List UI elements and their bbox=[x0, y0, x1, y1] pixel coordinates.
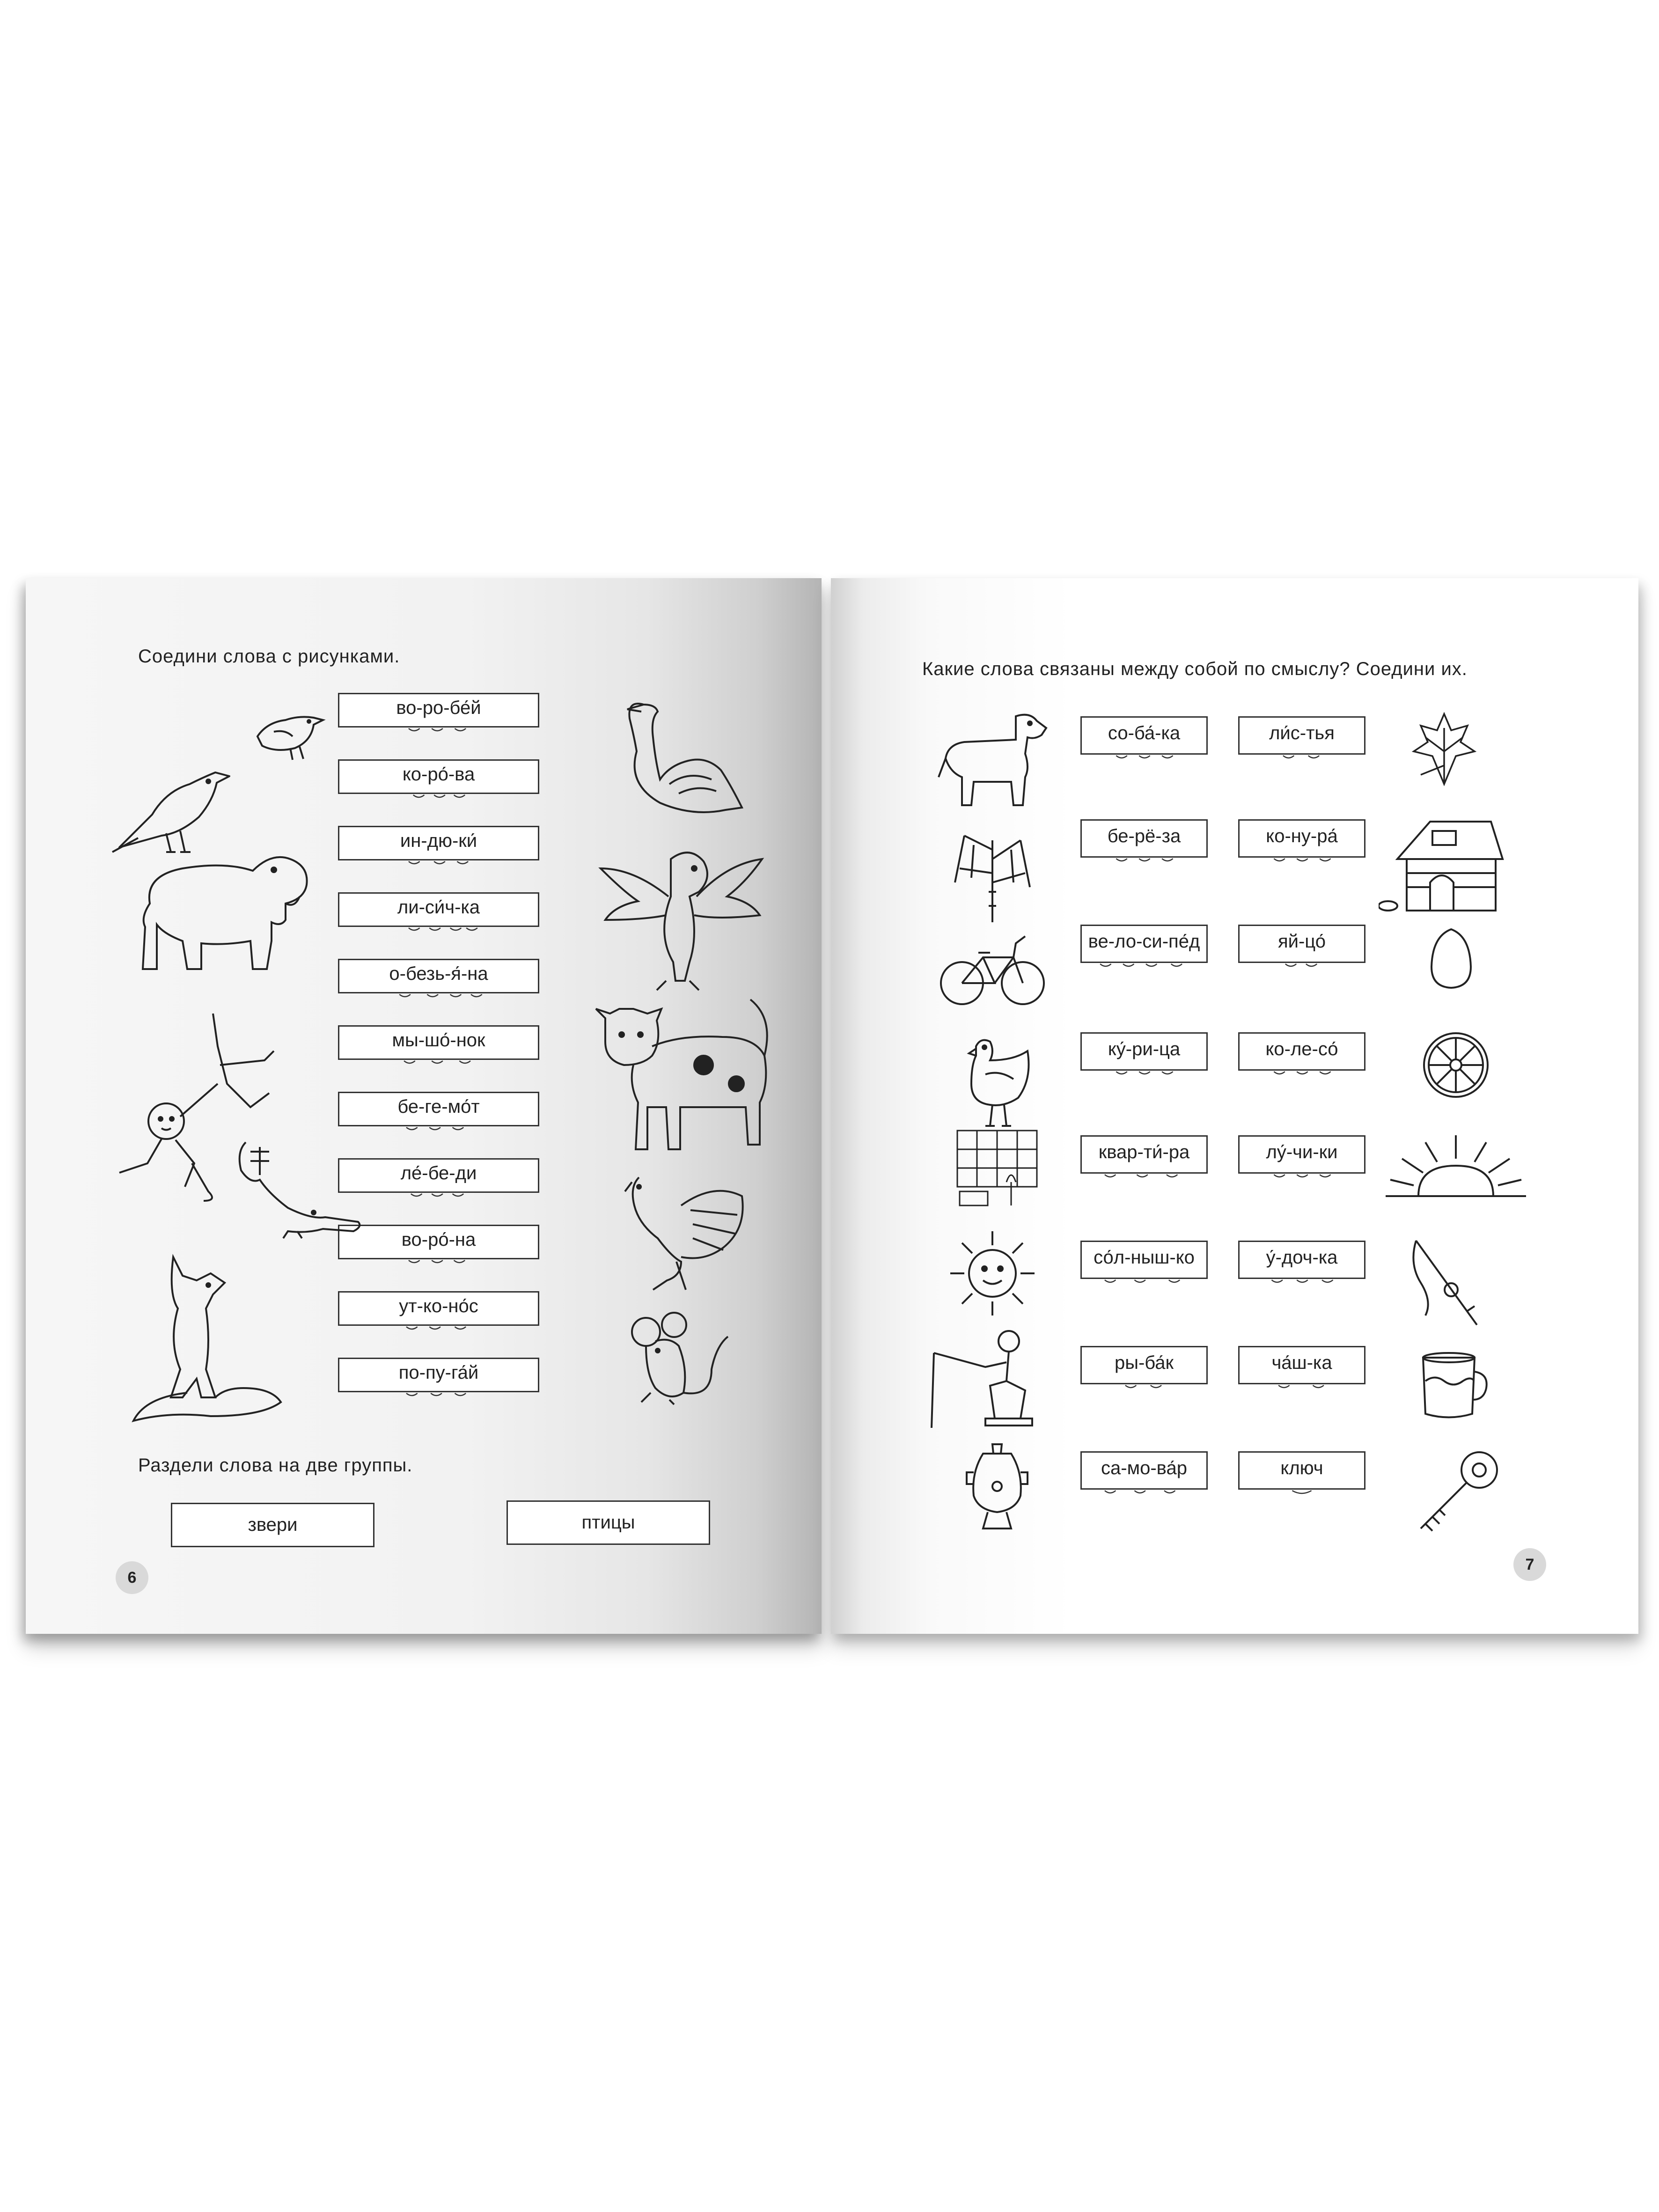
word-text: квар-ти́-ра bbox=[1098, 1141, 1190, 1162]
word-text: ли-си́ч-ка bbox=[397, 897, 480, 918]
word-box[interactable] bbox=[338, 826, 539, 860]
word-text: ли́с-тья bbox=[1269, 722, 1335, 743]
word-box[interactable] bbox=[338, 1291, 539, 1326]
syllable-marks bbox=[1240, 1268, 1364, 1274]
word-text: ве-ло-си-пе́д bbox=[1088, 931, 1200, 952]
sparrow-illustration bbox=[248, 704, 328, 764]
word-box[interactable] bbox=[1080, 819, 1208, 858]
bicycle-illustration bbox=[939, 929, 1046, 1009]
word-text: ле́-бе-ди bbox=[400, 1162, 477, 1183]
syllable-marks bbox=[339, 1182, 538, 1188]
word-text: ку́-ри-ца bbox=[1108, 1038, 1181, 1059]
fisherman-illustration bbox=[929, 1325, 1049, 1430]
syllable-marks bbox=[1082, 952, 1206, 958]
task2-instruction: Раздели слова на две группы. bbox=[138, 1455, 413, 1476]
word-text: яй-цо́ bbox=[1277, 931, 1326, 952]
word-box[interactable] bbox=[338, 959, 539, 993]
word-text: лу́-чи-ки bbox=[1266, 1141, 1338, 1162]
word-box[interactable] bbox=[338, 1358, 539, 1392]
word-text: бе-ге-мо́т bbox=[397, 1096, 480, 1117]
syllable-marks bbox=[339, 1382, 538, 1387]
word-text: ут-ко-но́с bbox=[399, 1295, 478, 1316]
apartment-illustration bbox=[950, 1126, 1044, 1210]
right-page bbox=[831, 578, 1638, 1634]
samovar-illustration bbox=[964, 1440, 1030, 1533]
group-box-animals[interactable] bbox=[171, 1503, 374, 1547]
word-box[interactable] bbox=[338, 693, 539, 728]
sunrise-illustration bbox=[1383, 1133, 1528, 1201]
key-illustration bbox=[1411, 1444, 1505, 1538]
syllable-marks bbox=[339, 783, 538, 789]
fox-illustration bbox=[131, 1248, 286, 1428]
syllable-marks bbox=[339, 717, 538, 722]
syllable-marks bbox=[339, 850, 538, 855]
left-instruction: Соедини слова с рисунками. bbox=[138, 646, 400, 667]
word-box[interactable] bbox=[1238, 819, 1365, 858]
word-text: ры-ба́к bbox=[1114, 1352, 1174, 1373]
syllable-marks bbox=[1082, 847, 1206, 852]
word-text: со-ба́-ка bbox=[1108, 722, 1181, 743]
doghouse-illustration bbox=[1379, 812, 1505, 920]
word-box[interactable] bbox=[1080, 1451, 1208, 1490]
syllable-marks bbox=[1240, 1374, 1364, 1379]
word-text: по-пу-га́й bbox=[398, 1362, 479, 1383]
group-box-birds[interactable] bbox=[507, 1500, 710, 1545]
dog-illustration bbox=[936, 707, 1053, 810]
word-text: у́-доч-ка bbox=[1266, 1247, 1338, 1268]
word-text: со́л-ныш-ко bbox=[1094, 1247, 1195, 1268]
platypus-illustration bbox=[232, 1133, 363, 1241]
syllable-marks bbox=[1082, 1374, 1206, 1379]
syllable-marks bbox=[339, 1116, 538, 1121]
syllable-marks bbox=[1240, 744, 1364, 750]
syllable-marks bbox=[1240, 847, 1364, 852]
cup-illustration bbox=[1414, 1348, 1489, 1423]
word-text: ча́ш-ка bbox=[1271, 1352, 1332, 1373]
parrot-illustration bbox=[596, 840, 767, 1002]
word-text: во-ро-бе́й bbox=[396, 697, 481, 718]
hen-illustration bbox=[957, 1032, 1032, 1131]
syllable-marks bbox=[339, 916, 538, 922]
egg-illustration bbox=[1428, 927, 1475, 990]
word-box[interactable] bbox=[1238, 716, 1365, 755]
word-text: ин-дю-ки́ bbox=[400, 830, 477, 851]
cow-illustration bbox=[587, 990, 778, 1163]
syllable-marks bbox=[1082, 1163, 1206, 1168]
word-text: ко-ну-ра́ bbox=[1266, 825, 1338, 846]
word-box[interactable] bbox=[338, 1225, 539, 1259]
right-instruction: Какие слова связаны между собой по смыслу? Соедини их. bbox=[922, 659, 1468, 679]
leaves-illustration bbox=[1407, 709, 1479, 789]
word-box[interactable] bbox=[338, 1025, 539, 1060]
syllable-marks bbox=[339, 1315, 538, 1321]
wheel-illustration bbox=[1421, 1030, 1491, 1100]
word-box[interactable] bbox=[1238, 1346, 1365, 1384]
page-number-right: 7 bbox=[1513, 1548, 1546, 1581]
birch-illustration bbox=[946, 822, 1039, 925]
word-text: во-ро́-на bbox=[401, 1229, 476, 1250]
syllable-marks bbox=[1240, 1060, 1364, 1066]
word-box[interactable] bbox=[1080, 716, 1208, 755]
word-box[interactable] bbox=[338, 1158, 539, 1193]
word-box[interactable] bbox=[1080, 1032, 1208, 1071]
word-box[interactable] bbox=[1238, 1241, 1365, 1279]
sun-illustration bbox=[948, 1229, 1037, 1318]
word-text: бе-рё-за bbox=[1107, 825, 1181, 846]
syllable-marks bbox=[1082, 1268, 1206, 1274]
word-text: ключ bbox=[1280, 1457, 1323, 1478]
turkey-illustration bbox=[611, 1168, 747, 1294]
word-box[interactable] bbox=[1080, 925, 1208, 963]
group-label: птицы bbox=[581, 1512, 635, 1533]
syllable-marks bbox=[339, 1049, 538, 1055]
syllable-marks bbox=[1240, 1479, 1364, 1484]
word-text: мы-шо́-нок bbox=[392, 1029, 485, 1051]
group-label: звери bbox=[248, 1514, 298, 1535]
word-text: ко-ле-со́ bbox=[1265, 1038, 1338, 1059]
fishing-rod-illustration bbox=[1407, 1236, 1482, 1330]
syllable-marks bbox=[1082, 1479, 1206, 1484]
syllable-marks bbox=[1240, 1163, 1364, 1168]
word-text: ко-ро́-ва bbox=[402, 764, 475, 785]
word-box[interactable] bbox=[338, 892, 539, 927]
syllable-marks bbox=[339, 983, 538, 988]
page-number-left: 6 bbox=[116, 1561, 148, 1594]
syllable-marks bbox=[1082, 744, 1206, 750]
swan-illustration bbox=[609, 691, 744, 826]
word-box[interactable] bbox=[1080, 1346, 1208, 1384]
word-box[interactable] bbox=[1238, 1451, 1365, 1490]
word-box[interactable] bbox=[338, 759, 539, 794]
syllable-marks bbox=[1082, 1060, 1206, 1066]
word-box[interactable] bbox=[1080, 1241, 1208, 1279]
word-box[interactable] bbox=[1238, 1032, 1365, 1071]
left-page bbox=[26, 578, 822, 1634]
word-text: о-безь-я́-на bbox=[389, 963, 488, 984]
word-box[interactable] bbox=[1080, 1135, 1208, 1174]
word-box[interactable] bbox=[1238, 1135, 1365, 1174]
word-box[interactable] bbox=[338, 1092, 539, 1126]
word-text: са-мо-ва́р bbox=[1101, 1457, 1187, 1478]
word-box[interactable] bbox=[1238, 925, 1365, 963]
hippo-illustration bbox=[131, 833, 314, 978]
syllable-marks bbox=[339, 1249, 538, 1254]
syllable-marks bbox=[1240, 952, 1364, 958]
mouse-illustration bbox=[618, 1308, 730, 1407]
